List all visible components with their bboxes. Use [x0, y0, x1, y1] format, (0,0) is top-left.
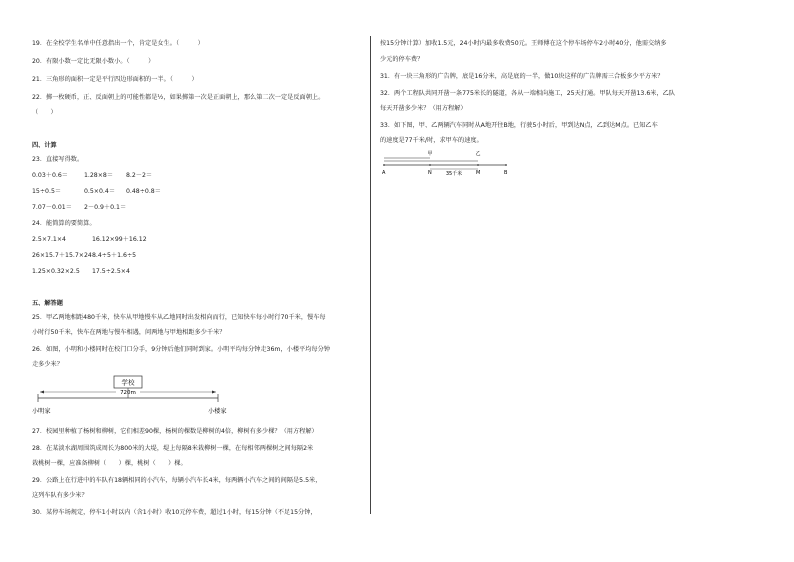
calc-item: 7.07－0.01＝ — [32, 204, 72, 211]
car-yi-label: 乙 — [475, 151, 481, 157]
question-25-line2: 小时行50千米，快车在两地与慢车相遇，问两地与甲地相距多少千米？ — [32, 329, 226, 336]
point-a — [383, 164, 385, 166]
calc-item: 8.2－2＝ — [125, 172, 153, 179]
calc-row — [32, 204, 127, 212]
xiaolou-home-label: 小楼家 — [208, 408, 227, 415]
question-26-line1: 26．如图，小明和小楼同时在校门口分手，9分钟后他们同时到家。小明平均每分钟走36m，小楼平均每分钟 — [32, 346, 330, 353]
question-28-line1: 28．在某淡水湖周围筑成周长为800米的大堤，堤上每隔8米栽柳树一棵，在每相邻两棵树之间每隔2米 — [32, 445, 314, 452]
simplify-item: 17.5÷2.5×4 — [91, 268, 130, 275]
simplify-row — [32, 268, 130, 276]
simplify-row — [32, 236, 147, 244]
question-30-line2: 按15分钟计算）加收1.5元，24小时内最多收费50元。王师傅在这个停车场停车2小时40分，他需交纳多 — [380, 40, 667, 47]
simplify-item: 2.5×7.1×4 — [32, 236, 66, 243]
school-distance-diagram — [32, 372, 232, 418]
question-20: 20．有限小数一定比无限小数小。（ ） — [32, 58, 155, 65]
question-26-line2: 走多少米？ — [32, 361, 63, 368]
simplify-item: 16.12×99＋16.12 — [91, 236, 147, 243]
section-5-heading: 五、解答题 — [32, 300, 63, 307]
question-22-line2: （ ） — [32, 109, 57, 116]
point-n-label: N — [428, 170, 432, 176]
question-30-line1: 30．某停车场规定，停车1小时以内（含1小时）收10元停车费，超过1小时，每15分钟（不足15分钟， — [32, 509, 317, 516]
calc-item: 0.03＋0.6＝ — [32, 172, 68, 179]
simplify-item: 8.4÷5＋1.6÷5 — [91, 252, 137, 259]
simplify-item: 26×15.7＋15.7×24 — [32, 252, 92, 259]
question-23: 23．直接写得数。 — [32, 156, 84, 163]
question-32-line1: 32．两个工程队共同开凿一条775米长的隧道，各从一端相向施工，25天打通。甲队每天开凿13.6米，乙队 — [380, 90, 676, 97]
question-25-line1: 25．甲乙两地相距480千米，快车从甲地慢车从乙地同时出发相向而行，已知快车每小时行70千米，慢车每 — [32, 314, 326, 321]
question-24: 24．能简算的要简算。 — [32, 220, 96, 227]
question-21: 21．三角形的面积一定是平行四边形面积的一半。（ ） — [32, 76, 198, 83]
question-29-line2: 这列车队有多少米？ — [32, 492, 88, 499]
point-b — [505, 164, 507, 166]
right-arrow-head — [212, 391, 216, 394]
point-m — [477, 164, 479, 166]
point-n — [429, 164, 431, 166]
question-32-line2: 每天开凿多少米？（用方程解） — [380, 105, 467, 112]
point-b-label: B — [504, 170, 508, 176]
xiaoming-home-label: 小明家 — [32, 408, 51, 415]
question-29-line1: 29．公路上在行进中的车队有18辆相同的小汽车，每辆小汽车长4米，每两辆小汽车之间的间隔是5.5米， — [32, 477, 322, 484]
question-33-line1: 33．如下图，甲、乙两辆汽车同时从A地开往B地，行驶5小时后，甲到达N点，乙到达M点。已知乙车 — [380, 122, 658, 129]
simplify-row — [32, 252, 136, 260]
point-m-label: M — [476, 170, 481, 176]
distance-label: 720m — [120, 390, 136, 396]
question-30-line3: 少元的停车费？ — [380, 56, 424, 63]
school-label: 学校 — [121, 378, 135, 387]
calc-item: 0.5×0.4＝ — [83, 188, 116, 195]
point-a-label: A — [382, 170, 386, 176]
question-28-line2: 栽桃树一棵，应准备柳树（ ）棵，桃树（ ）棵。 — [32, 460, 187, 467]
calc-item: 15÷0.5＝ — [32, 188, 62, 195]
calc-item: 2－0.9＋0.1＝ — [83, 204, 127, 211]
question-33-line2: 的速度是77千米/时，求甲车的速度。 — [380, 137, 483, 144]
question-19: 19．在全校学生名单中任意指出一个，肯定是女生。（ ） — [32, 40, 204, 47]
section-4-heading: 四、计算 — [32, 142, 57, 149]
question-31: 31．有一块三角形的广告牌，底是16分米，高是底的一半，做10块这样的广告牌需三合板多少平方米？ — [380, 73, 664, 80]
left-arrow-head — [40, 391, 44, 394]
calc-item: 0.48÷0.8＝ — [125, 188, 161, 195]
car-route-diagram — [380, 148, 520, 182]
question-22-line1: 22．掷一枚硬币，正、反面朝上的可能性都是½，如果掷第一次是正面朝上，那么第二次一定是反面朝上。 — [32, 94, 325, 101]
gap-distance-label: 35千米 — [445, 171, 463, 177]
calc-item: 1.28×8＝ — [83, 172, 114, 179]
calc-row — [32, 172, 152, 180]
question-27: 27．校园里种植了杨树和柳树，它们相差90棵，杨树的棵数是柳树的4倍，柳树有多少棵？（用方程解） — [32, 428, 318, 435]
column-divider — [370, 36, 371, 514]
calc-row — [32, 188, 161, 196]
car-jia-label: 甲 — [427, 151, 433, 157]
simplify-item: 1.25×0.32×2.5 — [32, 268, 80, 275]
